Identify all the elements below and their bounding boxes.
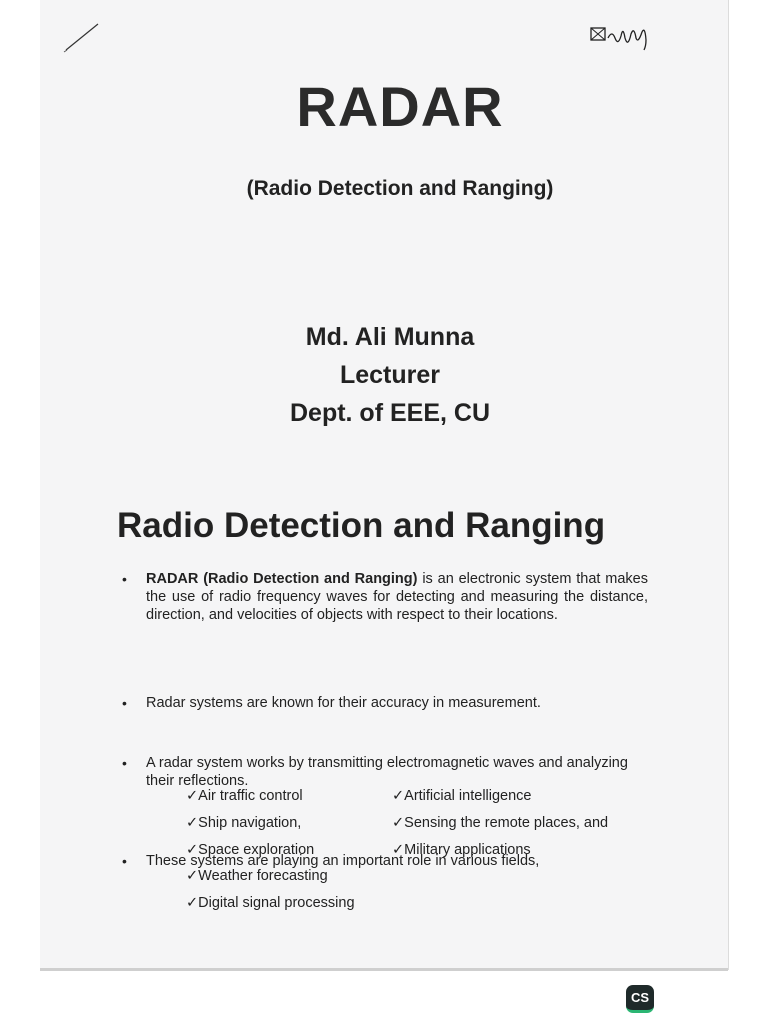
bullet-text: These systems are playing an important role in various fields, — [146, 853, 540, 869]
bullet-item — [120, 694, 660, 712]
document-title: RADAR — [296, 75, 504, 138]
author-department: Dept. of EEE, CU — [289, 399, 490, 427]
bullet-text: is an electronic system that makes the use of radio frequency waves for detecting and measuring the distance, direction, and velocities of objects with respect to their locations. — [146, 571, 648, 623]
document-subtitle: (Radio Detection and Ranging) — [246, 177, 554, 200]
bullet-dot-icon: • — [122, 755, 127, 771]
application-item: ✓Space exploration — [186, 841, 315, 858]
application-item: ✓Digital signal processing — [186, 895, 355, 912]
bullet-dot-icon: • — [122, 853, 127, 869]
section-heading: Radio Detection and Ranging — [117, 506, 606, 545]
application-item: ✓Sensing the remote places, and — [392, 814, 609, 831]
author-name: Md. Ali Munna — [305, 323, 475, 351]
application-item: ✓Artificial intelligence — [392, 788, 532, 804]
application-item: ✓Air traffic control — [186, 788, 303, 804]
bullet-dot-icon: • — [122, 571, 127, 587]
camscanner-logo-icon: CS — [626, 985, 654, 1013]
bullet-bold-text: RADAR (Radio Detection and Ranging) — [146, 571, 418, 587]
bullet-text: Radar systems are known for their accuracy in measurement. — [146, 695, 541, 711]
application-item: ✓Weather forecasting — [186, 868, 328, 885]
bullet-dot-icon: • — [122, 695, 127, 711]
pen-stroke-icon — [62, 20, 102, 56]
application-item: ✓Military applications — [392, 841, 531, 858]
author-block — [0, 318, 768, 432]
applications-list — [186, 788, 646, 918]
author-position: Lecturer — [339, 361, 441, 389]
bullet-text: A radar system works by transmitting electromagnetic waves and analyzing their reflections. — [146, 755, 628, 789]
page-bottom-edge — [40, 968, 728, 971]
bullet-item — [120, 754, 648, 790]
bullet-item — [120, 570, 648, 624]
applications-column-right — [392, 788, 608, 868]
application-item: ✓Ship navigation, — [186, 814, 302, 831]
applications-column-left — [186, 788, 355, 922]
handwritten-initials-icon — [588, 22, 668, 52]
